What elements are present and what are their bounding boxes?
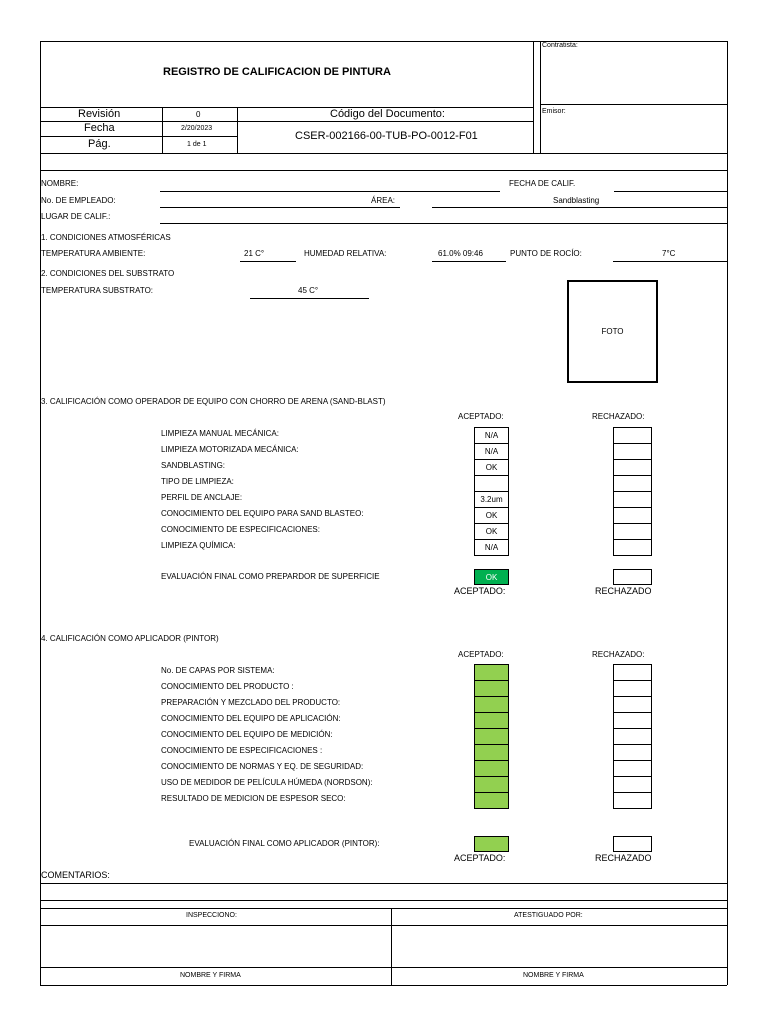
firma-left-label: NOMBRE Y FIRMA (180, 972, 241, 979)
sandblast-final-value: OK (485, 572, 498, 582)
sandblast-item-label: LIMPIEZA QUÍMICA: (161, 541, 236, 550)
aplicador-item-rechazado-box[interactable] (613, 680, 652, 697)
comentarios-label: COMENTARIOS: (41, 870, 110, 880)
sandblast-item-aceptado-box[interactable] (474, 427, 509, 444)
sandblast-item-rechazado-box[interactable] (613, 427, 652, 444)
aplicador-aceptado-header: ACEPTADO: (458, 650, 504, 659)
sandblast-section-title: 3. CALIFICACIÓN COMO OPERADOR DE EQUIPO CON CHORRO DE ARENA (SAND-BLAST) (41, 397, 386, 406)
aplicador-item-rechazado-box[interactable] (613, 664, 652, 681)
sandblast-item-aceptado-box[interactable] (474, 459, 509, 476)
temp-substrato-value: 45 C° (298, 286, 319, 295)
sandblast-item-aceptado-box[interactable] (474, 523, 509, 540)
fecha-calif-label: FECHA DE CALIF. (509, 179, 576, 188)
temp-ambiente-label: TEMPERATURA AMBIENTE: (41, 249, 146, 258)
sandblast-item-aceptado-box[interactable] (474, 475, 509, 492)
firma-right-label: NOMBRE Y FIRMA (523, 972, 584, 979)
humedad-value: 61.0% 09:46 (438, 249, 483, 258)
atestiguado-label: ATESTIGUADO POR: (514, 912, 583, 919)
codigo-value: CSER-002166-00-TUB-PO-0012-F01 (295, 130, 478, 142)
aplicador-item-label: CONOCIMIENTO DE ESPECIFICACIONES : (161, 746, 323, 755)
sandblast-item-label: PERFIL DE ANCLAJE: (161, 493, 243, 502)
sandblast-aceptado-header: ACEPTADO: (458, 412, 504, 421)
lugar-label: LUGAR DE CALIF.: (41, 212, 111, 221)
sandblast-item-rechazado-box[interactable] (613, 539, 652, 556)
foto-box[interactable] (567, 280, 658, 383)
rocio-value: 7°C (662, 249, 676, 258)
humedad-label: HUMEDAD RELATIVA: (304, 249, 387, 258)
sandblast-item-value: N/A (484, 447, 499, 456)
sandblast-item-value: N/A (484, 543, 499, 552)
sandblast-item-aceptado-box[interactable] (474, 539, 509, 556)
aplicador-item-label: USO DE MEDIDOR DE PELÍCULA HÚMEDA (NORDSON): (161, 778, 373, 787)
aplicador-item-rechazado-box[interactable] (613, 792, 652, 809)
page-title: REGISTRO DE CALIFICACION DE PINTURA (163, 66, 391, 78)
sandblast-item-value: OK (485, 527, 498, 536)
lugar-field[interactable] (160, 223, 727, 224)
fecha-calif-field[interactable] (614, 191, 727, 192)
substrato-section-title: 2. CONDICIONES DEL SUBSTRATO (41, 269, 175, 278)
sandblast-item-aceptado-box[interactable] (474, 491, 509, 508)
revision-label: Revisión (78, 108, 121, 120)
sandblast-item-value: 3.2um (480, 495, 503, 504)
sandblast-item-label: CONOCIMIENTO DE ESPECIFICACIONES: (161, 525, 320, 534)
sandblast-rechazado-header: RECHAZADO: (592, 412, 645, 421)
aplicador-item-aceptado-box[interactable] (474, 728, 509, 745)
rocio-label: PUNTO DE ROCÍO: (510, 249, 582, 258)
area-label: ÁREA: (371, 196, 396, 205)
aplicador-item-label: PREPARACIÓN Y MEZCLADO DEL PRODUCTO: (161, 698, 341, 707)
empleado-field[interactable] (160, 207, 400, 208)
aplicador-item-label: CONOCIMIENTO DEL PRODUCTO : (161, 682, 294, 691)
aplicador-item-rechazado-box[interactable] (613, 696, 652, 713)
pag-label: Pág. (88, 138, 111, 150)
emisor-label: Emisor: (542, 108, 566, 115)
sandblast-final-rechazado-label: RECHAZADO (595, 586, 652, 596)
sandblast-item-rechazado-box[interactable] (613, 475, 652, 492)
sandblast-final-aceptado-label: ACEPTADO: (454, 586, 506, 596)
aplicador-item-label: CONOCIMIENTO DE NORMAS Y EQ. DE SEGURIDAD: (161, 762, 364, 771)
aplicador-final-rechazado-box[interactable] (613, 836, 652, 852)
sandblast-item-rechazado-box[interactable] (613, 443, 652, 460)
temp-ambiente-value: 21 C° (244, 249, 265, 258)
inspecciono-label: INSPECCIONO: (186, 912, 237, 919)
aplicador-item-rechazado-box[interactable] (613, 744, 652, 761)
foto-label: FOTO (601, 327, 624, 336)
sandblast-item-label: SANDBLASTING: (161, 461, 226, 470)
fecha-label: Fecha (84, 122, 115, 134)
aplicador-final-aceptado-box[interactable] (474, 836, 509, 852)
aplicador-item-aceptado-box[interactable] (474, 792, 509, 809)
aplicador-final-label: EVALUACIÓN FINAL COMO APLICADOR (PINTOR): (189, 839, 380, 848)
aplicador-item-label: CONOCIMIENTO DEL EQUIPO DE APLICACIÓN: (161, 714, 341, 723)
aplicador-item-label: CONOCIMIENTO DEL EQUIPO DE MEDICIÓN: (161, 730, 333, 739)
nombre-field[interactable] (160, 191, 500, 192)
aplicador-item-aceptado-box[interactable] (474, 760, 509, 777)
aplicador-item-label: No. DE CAPAS POR SISTEMA: (161, 666, 275, 675)
area-field[interactable] (432, 207, 727, 208)
aplicador-item-label: RESULTADO DE MEDICION DE ESPESOR SECO: (161, 794, 346, 803)
aplicador-item-rechazado-box[interactable] (613, 776, 652, 793)
sandblast-item-value: N/A (484, 431, 499, 440)
revision-value: 0 (196, 110, 201, 119)
aplicador-final-rechazado-label: RECHAZADO (595, 853, 652, 863)
atmos-section-title: 1. CONDICIONES ATMOSFÉRICAS (41, 233, 171, 242)
sandblast-item-label: CONOCIMIENTO DEL EQUIPO PARA SAND BLASTEO: (161, 509, 364, 518)
sandblast-item-rechazado-box[interactable] (613, 507, 652, 524)
nombre-label: NOMBRE: (41, 179, 79, 188)
aplicador-item-rechazado-box[interactable] (613, 728, 652, 745)
temp-substrato-label: TEMPERATURA SUBSTRATO: (41, 286, 154, 295)
aplicador-item-aceptado-box[interactable] (474, 696, 509, 713)
sandblast-item-aceptado-box[interactable] (474, 443, 509, 460)
aplicador-item-rechazado-box[interactable] (613, 712, 652, 729)
fecha-value: 2/20/2023 (181, 125, 213, 132)
sandblast-item-label: LIMPIEZA MOTORIZADA MECÁNICA: (161, 445, 299, 454)
aplicador-final-aceptado-label: ACEPTADO: (454, 853, 506, 863)
firma-area-left[interactable] (41, 926, 390, 966)
aplicador-item-rechazado-box[interactable] (613, 760, 652, 777)
aplicador-section-title: 4. CALIFICACIÓN COMO APLICADOR (PINTOR) (41, 634, 219, 643)
sandblast-item-rechazado-box[interactable] (613, 459, 652, 476)
pag-value: 1 de 1 (187, 141, 207, 148)
sandblast-final-aceptado-box[interactable] (474, 569, 509, 585)
sandblast-item-label: TIPO DE LIMPIEZA: (161, 477, 234, 486)
empleado-label: No. DE EMPLEADO: (41, 196, 116, 205)
firma-area-right[interactable] (392, 926, 726, 966)
contratista-label: Contratista: (542, 42, 578, 49)
codigo-label: Código del Documento: (330, 108, 445, 120)
comentarios-line[interactable] (40, 900, 727, 901)
aplicador-item-aceptado-box[interactable] (474, 664, 509, 681)
area-value: Sandblasting (553, 196, 600, 205)
aplicador-item-aceptado-box[interactable] (474, 744, 509, 761)
sandblast-item-rechazado-box[interactable] (613, 491, 652, 508)
sandblast-item-value: OK (485, 463, 498, 472)
sandblast-item-value: OK (485, 511, 498, 520)
sandblast-item-rechazado-box[interactable] (613, 523, 652, 540)
sandblast-final-rechazado-box[interactable] (613, 569, 652, 585)
aplicador-item-aceptado-box[interactable] (474, 680, 509, 697)
sandblast-final-label: EVALUACIÓN FINAL COMO PREPARDOR DE SUPERFICIE (161, 572, 380, 581)
sandblast-item-aceptado-box[interactable] (474, 507, 509, 524)
aplicador-item-aceptado-box[interactable] (474, 712, 509, 729)
sandblast-item-label: LIMPIEZA MANUAL MECÁNICA: (161, 429, 279, 438)
aplicador-item-aceptado-box[interactable] (474, 776, 509, 793)
aplicador-rechazado-header: RECHAZADO: (592, 650, 645, 659)
